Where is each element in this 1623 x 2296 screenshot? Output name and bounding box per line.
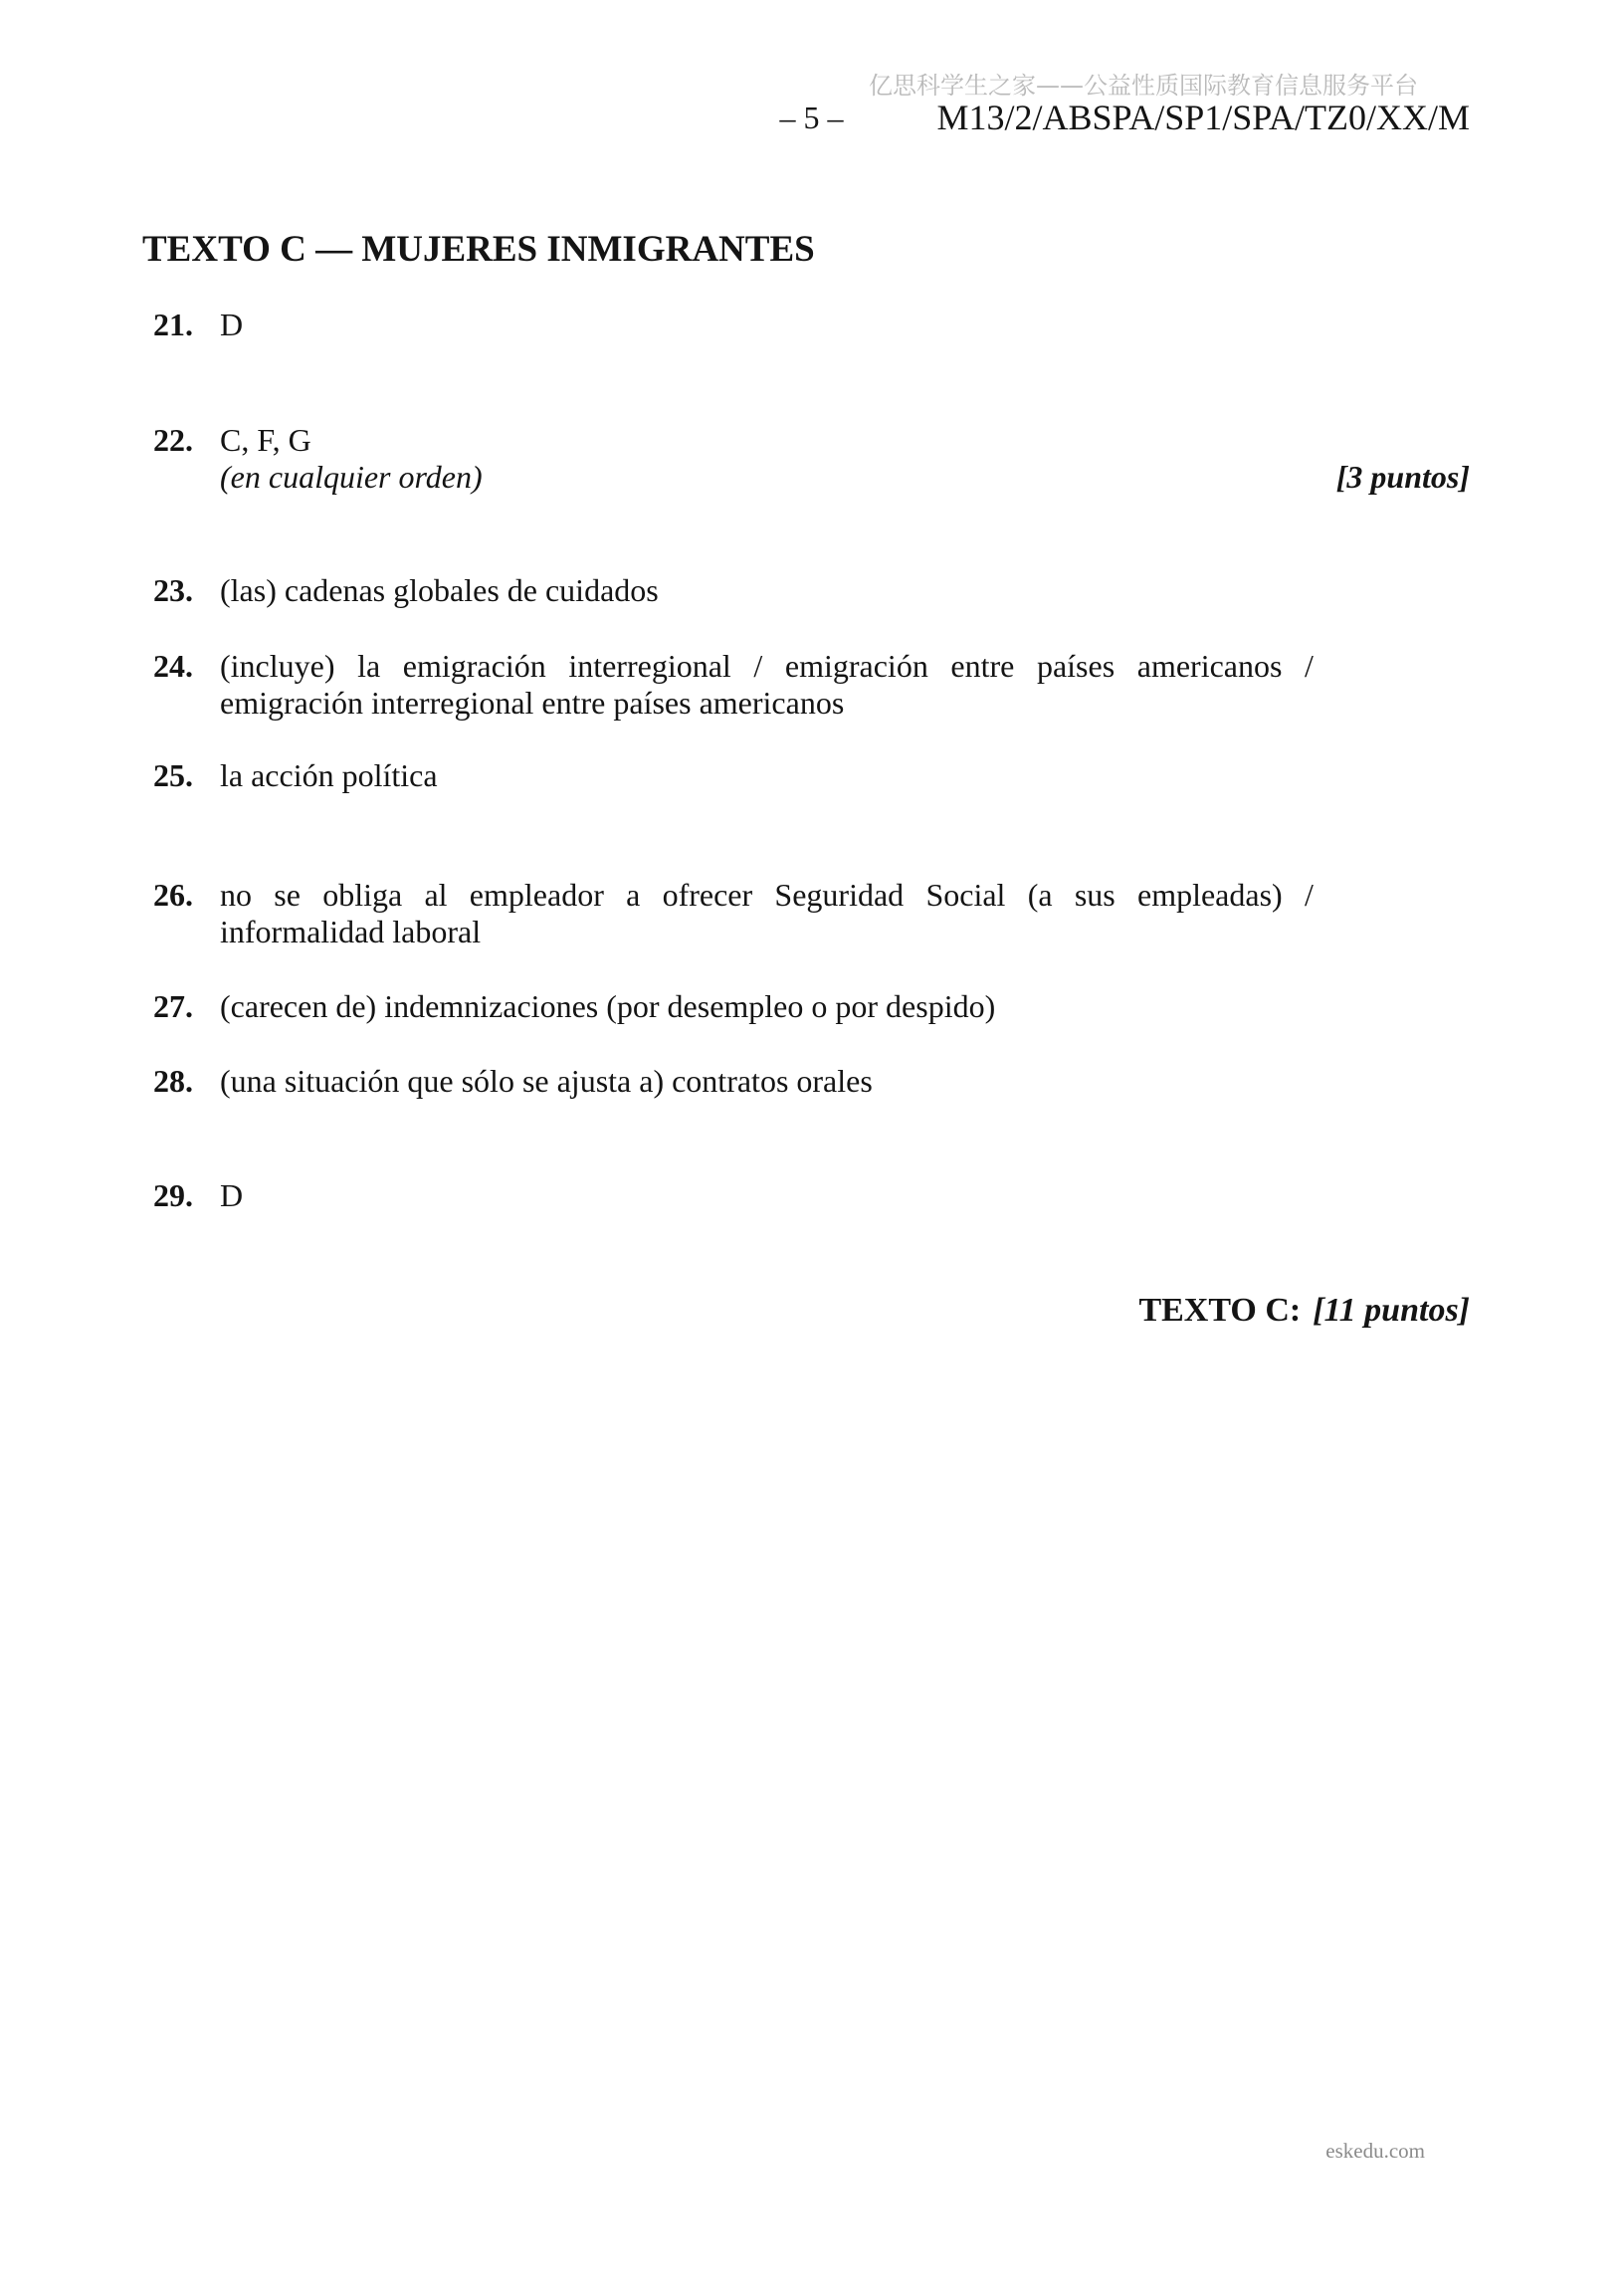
answer-text: la acción política: [220, 757, 438, 793]
question-number: 23.: [153, 572, 193, 608]
question-number: 26.: [153, 877, 193, 913]
paper-code: M13/2/ABSPA/SP1/SPA/TZ0/XX/M: [936, 98, 1470, 137]
site-watermark: eskedu.com: [1325, 2139, 1425, 2163]
total-label: TEXTO C:: [1138, 1292, 1302, 1329]
question-number: 22.: [153, 422, 193, 458]
section-total-row: [1138, 1291, 1470, 1330]
order-note: (en cualquier orden): [220, 459, 483, 495]
question-number: 29.: [153, 1177, 193, 1213]
question-number: 25.: [153, 757, 193, 793]
answer-text: (las) cadenas globales de cuidados: [220, 572, 659, 608]
question-number: 24.: [153, 648, 193, 684]
question-number: 21.: [153, 307, 193, 342]
answer-text: D: [220, 307, 244, 342]
cjk-watermark-text: 亿思科学生之家——公益性质国际教育信息服务平台: [869, 72, 1418, 100]
answer-text: (una situación que sólo se ajusta a) contratos orales: [220, 1063, 873, 1099]
answer-text: no se obliga al empleador a ofrecer Seguridad Social (a sus empleadas) / informalidad laboral: [220, 877, 1314, 949]
question-number: 28.: [153, 1063, 193, 1099]
section-title: TEXTO C — MUJERES INMIGRANTES: [142, 229, 815, 270]
total-points: [11 puntos]: [1313, 1292, 1470, 1329]
answer-line-justified: no se obliga al empleador a ofrecer Seguridad Social (a sus empleadas) /: [220, 877, 1314, 913]
answer-text: (incluye) la emigración interregional / emigración entre países americanos / emigración interregional entre países americanos: [220, 648, 1314, 721]
question-number: 27.: [153, 988, 193, 1024]
answer-text: C, F, G: [220, 422, 311, 458]
answer-text: (carecen de) indemnizaciones (por desempleo o por despido): [220, 988, 996, 1024]
page-number: – 5 –: [779, 100, 844, 135]
points-badge: [3 puntos]: [1335, 459, 1470, 495]
answer-line-justified: (incluye) la emigración interregional / emigración entre países americanos /: [220, 648, 1314, 684]
answer-text: D: [220, 1177, 244, 1213]
